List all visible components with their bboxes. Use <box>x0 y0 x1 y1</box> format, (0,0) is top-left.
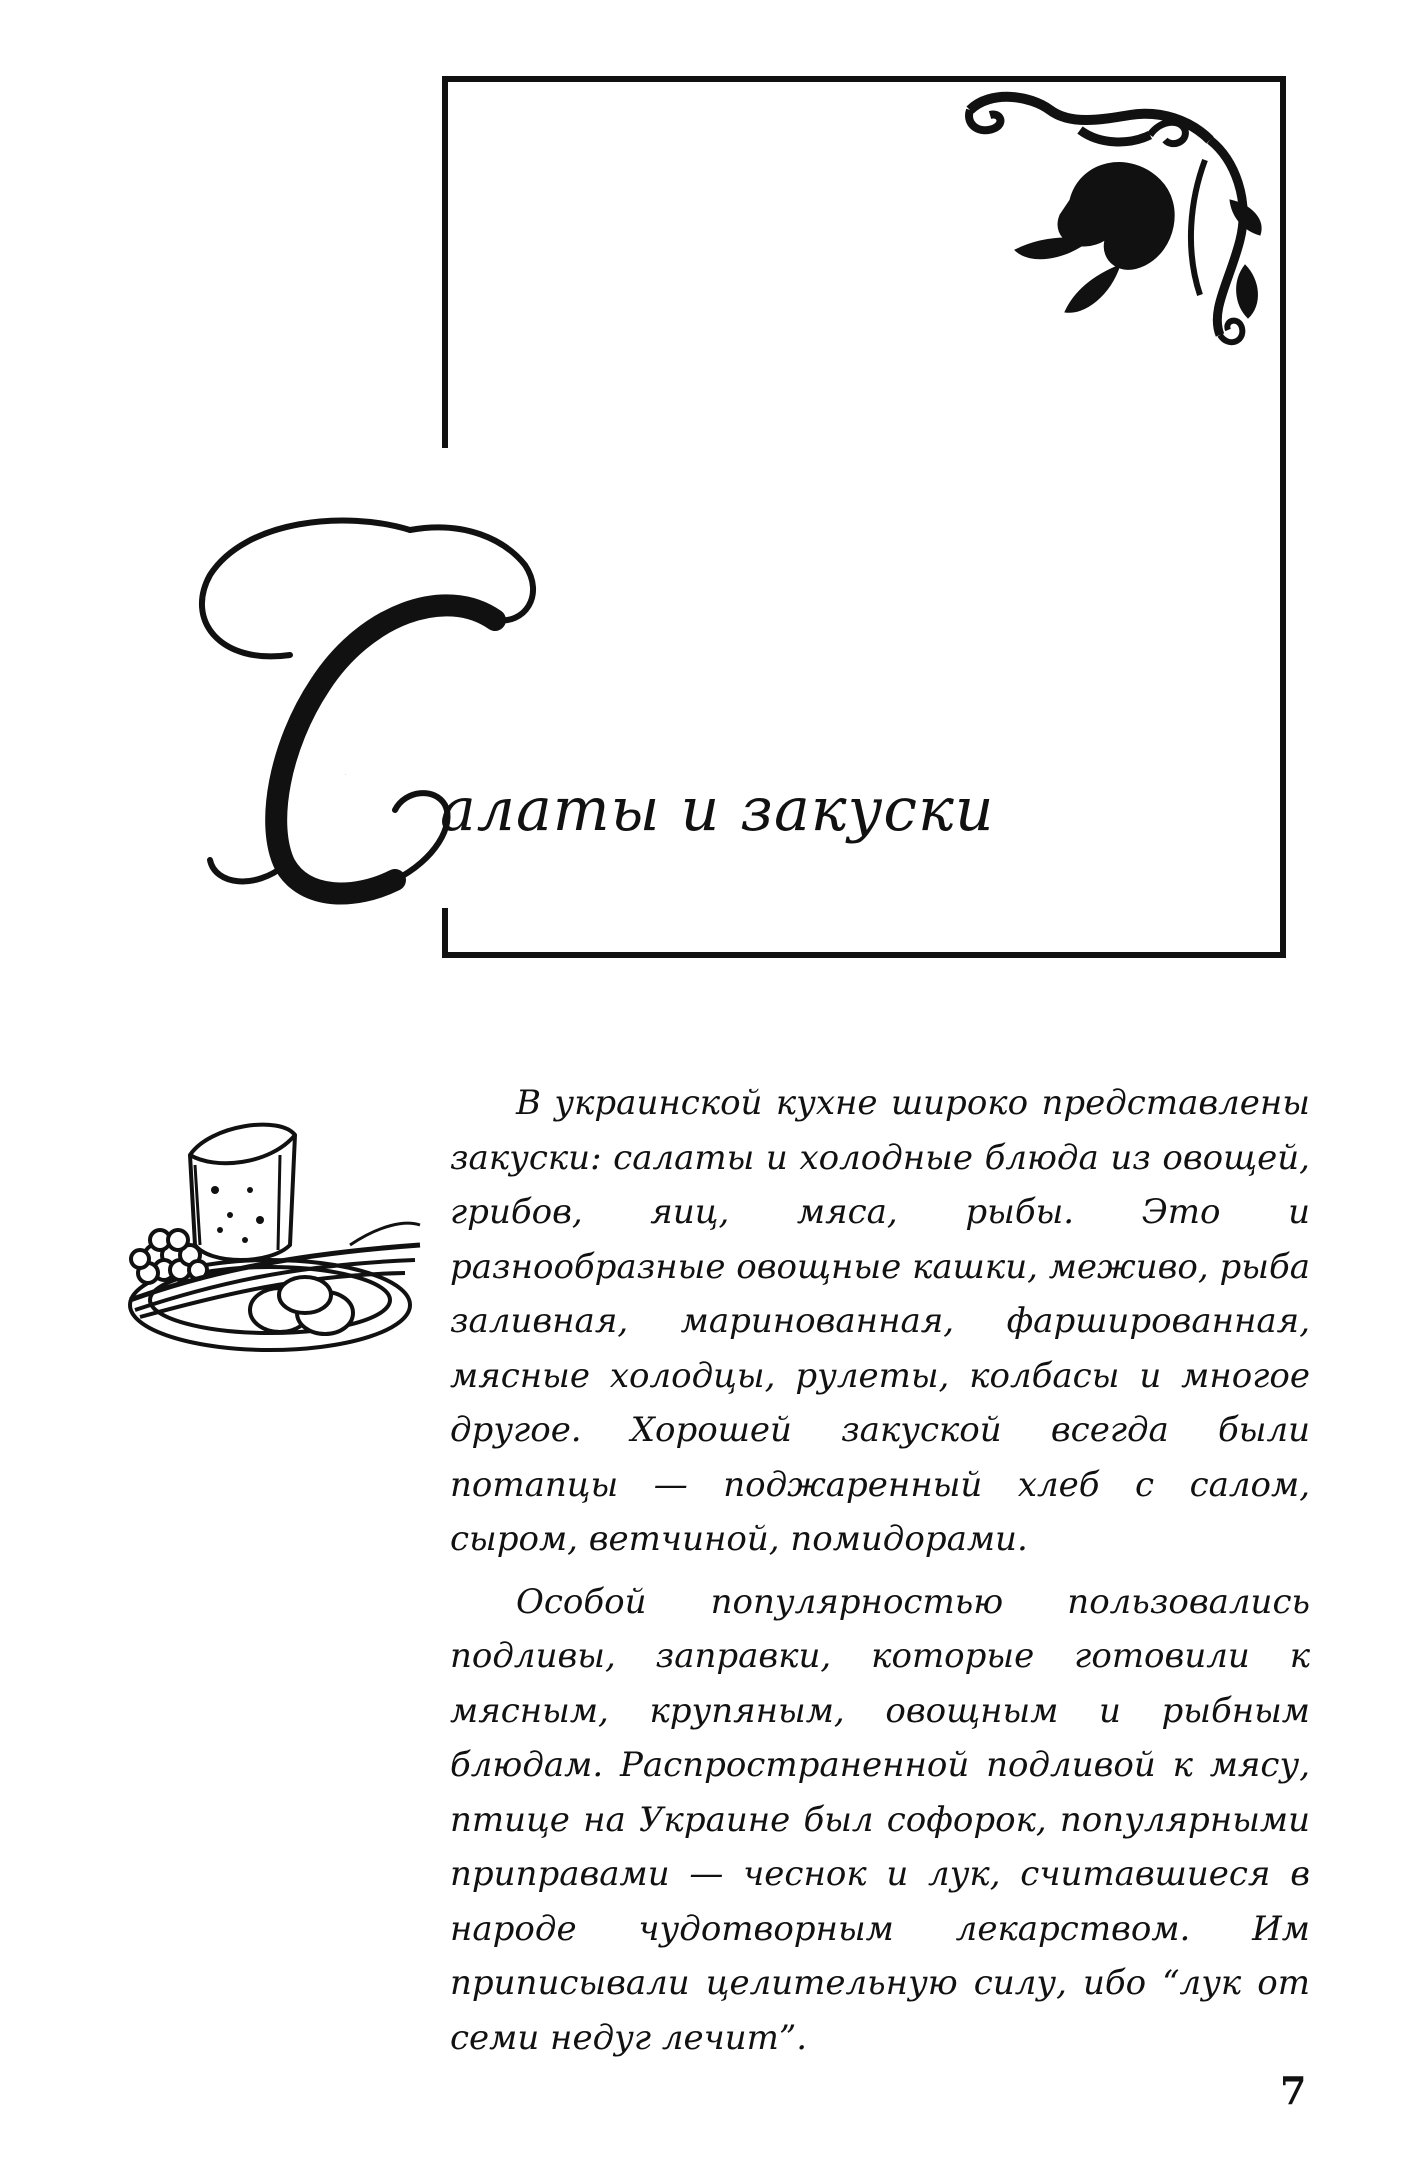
cheese-plate-illustration <box>120 1095 430 1365</box>
frame-bottom-border <box>442 952 1286 958</box>
frame-left-border-upper <box>442 76 448 448</box>
paragraph-1: В украинской кухне широко представлены закуски: салаты и холодные блюда из овощей, грибов, яиц, мяса, рыбы. Это и разнообразные овощные кашки, меживо, рыба заливная, маринованная, фаршированная, мясные холодцы, рулеты, колбасы и многое другое. Хорошей закуской всегда были потапцы — поджаренный хлеб с салом, сыром, ветчиной, помидорами. <box>450 1083 1310 1559</box>
frame-left-border-lower <box>442 908 448 958</box>
drop-cap-text: С <box>345 775 346 776</box>
body-text <box>450 1076 1310 2073</box>
chapter-title: алаты и закуски <box>440 775 995 845</box>
floral-ornament-icon <box>960 90 1270 350</box>
frame-top-border <box>442 76 1286 82</box>
page-number: 7 <box>1280 2068 1307 2113</box>
frame-right-border <box>1280 76 1286 958</box>
drop-cap-letter <box>195 505 595 905</box>
paragraph-2: Особой популярностью пользовались подливы, заправки, которые готовили к мясным, крупяным, овощным и рыбным блюдам. Распространенной подливой к мясу, птице на Украине был софорок, популярными приправами — чеснок и лук, считавшиеся в народе чудотворным лекарством. Им приписывали целительную силу, ибо “лук от семи недуг лечит”. <box>450 1581 1310 2058</box>
